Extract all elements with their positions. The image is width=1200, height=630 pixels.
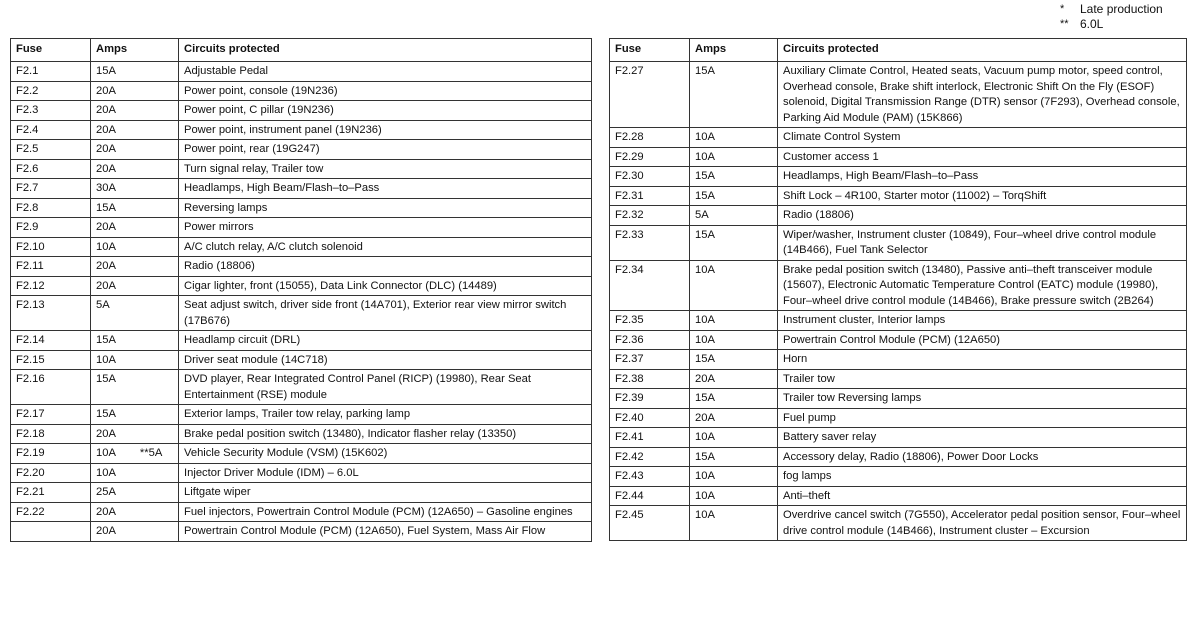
fuse-table-right [609, 38, 1187, 541]
circuits-cell: Overdrive cancel switch (7G550), Accelerator pedal position sensor, Four–wheel drive control module (14B466), Instrument cluster – Excursion [778, 506, 1187, 541]
amps-value: 20A [96, 221, 116, 233]
amps-value: 15A [96, 408, 116, 420]
fuse-cell: F2.3 [11, 101, 91, 121]
header-circuits: Circuits protected [179, 39, 592, 62]
table-row [11, 140, 592, 160]
fuse-cell: F2.37 [610, 350, 690, 370]
amps-value: 15A [695, 228, 715, 241]
amps-cell [690, 506, 778, 541]
table-row [11, 444, 592, 464]
header-circuits: Circuits protected [778, 39, 1187, 62]
amps-value: 30A [96, 182, 116, 194]
legend-text: 6.0L [1080, 17, 1104, 31]
table-row [11, 237, 592, 257]
amps-cell [91, 159, 179, 179]
amps-cell [91, 276, 179, 296]
circuits-cell: Customer access 1 [778, 147, 1187, 167]
table-row [11, 81, 592, 101]
amps-value: 15A [695, 450, 715, 463]
fuse-cell: F2.28 [610, 128, 690, 148]
fuse-cell: F2.40 [610, 408, 690, 428]
fuse-cell: F2.45 [610, 506, 690, 541]
table-row [610, 467, 1187, 487]
legend-item [1060, 2, 1163, 17]
amps-value: 15A [695, 189, 715, 202]
table-row [11, 424, 592, 444]
table-row [11, 370, 592, 405]
fuse-cell: F2.6 [11, 159, 91, 179]
fuse-cell: F2.2 [11, 81, 91, 101]
circuits-cell: Horn [778, 350, 1187, 370]
circuits-cell: Turn signal relay, Trailer tow [179, 159, 592, 179]
amps-value: 10A [96, 466, 116, 479]
fuse-cell: F2.12 [11, 276, 91, 296]
table-header-row [610, 39, 1187, 62]
circuits-cell: Radio (18806) [179, 257, 592, 277]
amps-value: 15A [695, 392, 715, 404]
table-row [11, 257, 592, 277]
fuse-cell: F2.19 [11, 444, 91, 464]
table-row [610, 167, 1187, 187]
circuits-cell: Headlamps, High Beam/Flash–to–Pass [778, 167, 1187, 187]
fuse-cell: F2.38 [610, 369, 690, 389]
legend [1060, 2, 1163, 32]
fuse-cell: F2.33 [610, 225, 690, 260]
fuse-cell: F2.27 [610, 62, 690, 128]
circuits-cell: Instrument cluster, Interior lamps [778, 311, 1187, 331]
fuse-cell: F2.44 [610, 486, 690, 506]
circuits-cell: Power point, instrument panel (19N236) [179, 120, 592, 140]
amps-cell [91, 296, 179, 331]
amps-value: 20A [96, 505, 116, 518]
legend-marker: ** [1060, 18, 1069, 30]
table-row [610, 389, 1187, 409]
amps-cell [91, 218, 179, 238]
amps-value: 20A [96, 427, 116, 440]
table-row [610, 428, 1187, 448]
circuits-cell: Powertrain Control Module (PCM) (12A650) [778, 330, 1187, 350]
circuits-cell: Accessory delay, Radio (18806), Power Door Locks [778, 447, 1187, 467]
table-row [11, 198, 592, 218]
fuse-cell: F2.30 [610, 167, 690, 187]
amps-value: 10A [695, 131, 715, 143]
fuse-cell: F2.36 [610, 330, 690, 350]
amps-value: 15A [96, 201, 116, 214]
amps-cell [690, 260, 778, 311]
circuits-cell: Radio (18806) [778, 206, 1187, 226]
table-row [610, 225, 1187, 260]
table-row [11, 502, 592, 522]
fuse-cell: F2.9 [11, 218, 91, 238]
table-header-row [11, 39, 592, 62]
fuse-cell: F2.16 [11, 370, 91, 405]
amps-cell [91, 237, 179, 257]
table-row [610, 206, 1187, 226]
fuse-cell: F2.18 [11, 424, 91, 444]
header-fuse: Fuse [11, 39, 91, 62]
amps-value: 10A [695, 333, 715, 346]
circuits-cell: Power point, C pillar (19N236) [179, 101, 592, 121]
amps-cell [91, 62, 179, 82]
circuits-cell: Shift Lock – 4R100, Starter motor (11002) – TorqShift [778, 186, 1187, 206]
amps-cell [690, 486, 778, 506]
circuits-cell: Power mirrors [179, 218, 592, 238]
circuits-cell: Adjustable Pedal [179, 62, 592, 82]
fuse-cell: F2.39 [610, 389, 690, 409]
amps-cell [91, 140, 179, 160]
amps-value: 10A [96, 240, 116, 253]
table-row [610, 506, 1187, 541]
amps-value: 15A [695, 65, 715, 77]
amps-value: 10A [695, 314, 715, 326]
amps-cell [91, 463, 179, 483]
amps-cell [91, 331, 179, 351]
circuits-cell: Injector Driver Module (IDM) – 6.0L [179, 463, 592, 483]
amps-value: 20A [96, 162, 116, 175]
circuits-cell: Liftgate wiper [179, 483, 592, 503]
fuse-cell: F2.8 [11, 198, 91, 218]
circuits-cell: Wiper/washer, Instrument cluster (10849), Four–wheel drive control module (14B466), Fuel Tank Selector [778, 225, 1187, 260]
amps-value: 20A [96, 260, 116, 272]
amps-value: 20A [695, 372, 715, 385]
amps-cell [91, 350, 179, 370]
amps-cell [690, 408, 778, 428]
amps-value: 20A [695, 411, 715, 424]
fuse-cell: F2.13 [11, 296, 91, 331]
amps-cell [91, 198, 179, 218]
fuse-table-left [10, 38, 592, 542]
amps-value: 15A [695, 170, 715, 182]
amps-cell [91, 483, 179, 503]
amps-cell [690, 428, 778, 448]
fuse-cell: F2.21 [11, 483, 91, 503]
legend-text: Late production [1080, 2, 1163, 16]
amps-cell [690, 350, 778, 370]
fuse-cell: F2.10 [11, 237, 91, 257]
circuits-cell: A/C clutch relay, A/C clutch solenoid [179, 237, 592, 257]
amps-cell [690, 389, 778, 409]
fuse-cell: F2.14 [11, 331, 91, 351]
table-row [610, 486, 1187, 506]
amps-value: 20A [96, 525, 116, 537]
amps-value: 5A [96, 299, 110, 311]
table-row [11, 350, 592, 370]
amps-cell [690, 447, 778, 467]
table-row [11, 483, 592, 503]
circuits-cell: Trailer tow [778, 369, 1187, 389]
circuits-cell: Power point, rear (19G247) [179, 140, 592, 160]
circuits-cell: Headlamps, High Beam/Flash–to–Pass [179, 179, 592, 199]
amps-cell [91, 101, 179, 121]
table-row [11, 159, 592, 179]
amps-value: 10A [695, 489, 715, 502]
fuse-table-right-body [610, 62, 1187, 541]
fuse-cell: F2.32 [610, 206, 690, 226]
fuse-cell: F2.17 [11, 405, 91, 425]
fuse-cell: F2.41 [610, 428, 690, 448]
amps-cell [91, 370, 179, 405]
amps-value: 20A [96, 123, 116, 136]
fuse-cell: F2.1 [11, 62, 91, 82]
table-row [610, 369, 1187, 389]
fuse-cell: F2.7 [11, 179, 91, 199]
circuits-cell: Brake pedal position switch (13480), Indicator flasher relay (13350) [179, 424, 592, 444]
amps-cell [91, 81, 179, 101]
header-amps: Amps [690, 39, 778, 62]
table-row [610, 128, 1187, 148]
amps-value: 10A [695, 470, 715, 482]
fuse-table-left-body [11, 62, 592, 542]
circuits-cell: Powertrain Control Module (PCM) (12A650), Fuel System, Mass Air Flow [179, 522, 592, 542]
table-row [11, 276, 592, 296]
amps-value: 20A [96, 279, 116, 292]
amps-value: 15A [96, 334, 116, 346]
amps-value: 25A [96, 486, 116, 498]
amps-value: 10A [96, 447, 116, 459]
amps-value: 15A [96, 373, 116, 385]
amps-value: 10A [695, 150, 715, 163]
fuse-cell: F2.22 [11, 502, 91, 522]
amps-cell [690, 62, 778, 128]
amps-value: 20A [96, 143, 116, 155]
fuse-cell [11, 522, 91, 542]
amps-value: 20A [96, 84, 116, 97]
amps-cell [91, 257, 179, 277]
amps-value: 10A [695, 263, 715, 276]
amps-cell [690, 369, 778, 389]
amps-cell [91, 120, 179, 140]
amps-cell [690, 206, 778, 226]
amps-cell [690, 225, 778, 260]
table-row [11, 296, 592, 331]
fuse-cell: F2.29 [610, 147, 690, 167]
header-amps: Amps [91, 39, 179, 62]
amps-cell [690, 147, 778, 167]
amps-cell [91, 444, 179, 464]
fuse-cell: F2.11 [11, 257, 91, 277]
table-row [610, 186, 1187, 206]
table-row [610, 311, 1187, 331]
fuse-cell: F2.15 [11, 350, 91, 370]
table-row [610, 330, 1187, 350]
table-row [11, 120, 592, 140]
amps-alt-value: **5A [139, 447, 163, 459]
circuits-cell: fog lamps [778, 467, 1187, 487]
circuits-cell: Reversing lamps [179, 198, 592, 218]
table-row [11, 463, 592, 483]
fuse-cell: F2.43 [610, 467, 690, 487]
table-row [11, 218, 592, 238]
legend-item [1060, 17, 1163, 32]
circuits-cell: Power point, console (19N236) [179, 81, 592, 101]
amps-cell [91, 179, 179, 199]
amps-cell [91, 424, 179, 444]
circuits-cell: Trailer tow Reversing lamps [778, 389, 1187, 409]
legend-marker: * [1060, 3, 1065, 15]
amps-cell [690, 311, 778, 331]
amps-value: 5A [695, 209, 709, 221]
amps-cell [690, 467, 778, 487]
table-row [610, 260, 1187, 311]
amps-cell [91, 405, 179, 425]
table-row [610, 147, 1187, 167]
amps-value: 10A [96, 353, 116, 366]
circuits-cell: DVD player, Rear Integrated Control Panel (RICP) (19980), Rear Seat Entertainment (RSE) module [179, 370, 592, 405]
circuits-cell: Headlamp circuit (DRL) [179, 331, 592, 351]
fuse-cell: F2.4 [11, 120, 91, 140]
circuits-cell: Anti–theft [778, 486, 1187, 506]
header-fuse: Fuse [610, 39, 690, 62]
fuse-cell: F2.34 [610, 260, 690, 311]
circuits-cell: Brake pedal position switch (13480), Passive anti–theft transceiver module (15607), Electronic Automatic Temperature Control (EATC) module (19980), Four–wheel drive control module (14B466), Brake pressure switch (2B264) [778, 260, 1187, 311]
circuits-cell: Battery saver relay [778, 428, 1187, 448]
table-row [11, 62, 592, 82]
circuits-cell: Seat adjust switch, driver side front (14A701), Exterior rear view mirror switch (17B676) [179, 296, 592, 331]
fuse-cell: F2.31 [610, 186, 690, 206]
amps-cell [690, 167, 778, 187]
amps-cell [690, 128, 778, 148]
table-row [610, 408, 1187, 428]
circuits-cell: Driver seat module (14C718) [179, 350, 592, 370]
table-row [610, 350, 1187, 370]
table-row [610, 447, 1187, 467]
amps-cell [91, 522, 179, 542]
amps-value: 10A [695, 431, 715, 443]
amps-value: 20A [96, 104, 116, 116]
circuits-cell: Climate Control System [778, 128, 1187, 148]
fuse-cell: F2.42 [610, 447, 690, 467]
amps-value: 10A [695, 509, 715, 521]
circuits-cell: Auxiliary Climate Control, Heated seats, Vacuum pump motor, speed control, Overhead console, Brake shift interlock, Electronic Shift On the Fly (ESOF) solenoid, Digital Transmission Range (DTR) sensor (7F293), Overhead console, Parking Aid Module (PAM) (15K866) [778, 62, 1187, 128]
table-row [610, 62, 1187, 128]
circuits-cell: Fuel pump [778, 408, 1187, 428]
amps-cell [690, 330, 778, 350]
table-row [11, 331, 592, 351]
circuits-cell: Vehicle Security Module (VSM) (15K602) [179, 444, 592, 464]
amps-value: 15A [96, 65, 116, 77]
amps-cell [91, 502, 179, 522]
table-row [11, 405, 592, 425]
circuits-cell: Fuel injectors, Powertrain Control Module (PCM) (12A650) – Gasoline engines [179, 502, 592, 522]
amps-value: 15A [695, 353, 715, 365]
fuse-cell: F2.20 [11, 463, 91, 483]
table-row [11, 179, 592, 199]
fuse-cell: F2.35 [610, 311, 690, 331]
circuits-cell: Exterior lamps, Trailer tow relay, parking lamp [179, 405, 592, 425]
table-row [11, 101, 592, 121]
amps-cell [690, 186, 778, 206]
circuits-cell: Cigar lighter, front (15055), Data Link Connector (DLC) (14489) [179, 276, 592, 296]
fuse-cell: F2.5 [11, 140, 91, 160]
table-row [11, 522, 592, 542]
